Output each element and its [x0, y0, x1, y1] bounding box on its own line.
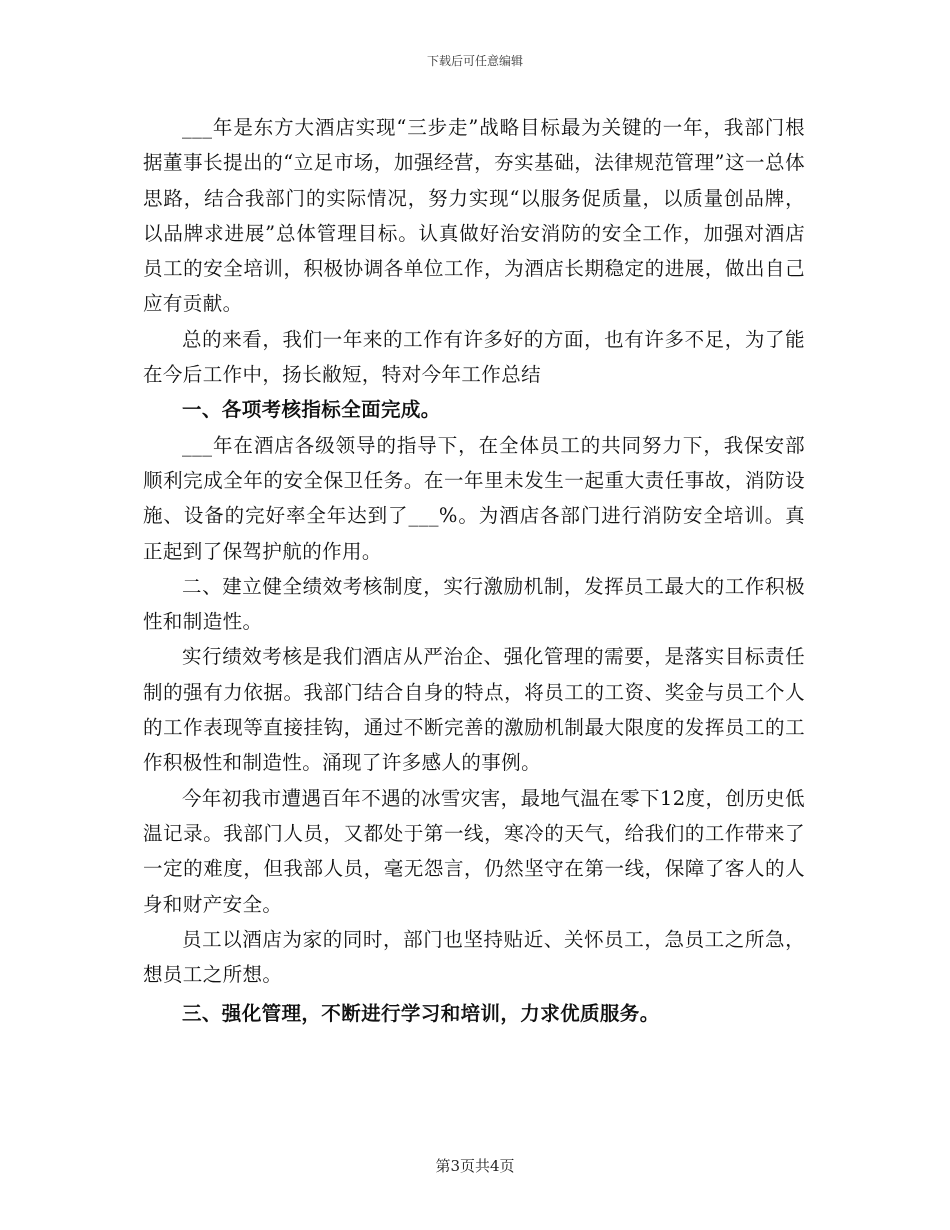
paragraph-section-2a: 实行绩效考核是我们酒店从严治企、强化管理的需要，是落实目标责任制的强有力依据。我部门结合自身的特点，将员工的工资、奖金与员工个人的工作表现等直接挂钩，通过不断完善的激励机制最大限度的发挥员工的工作积极性和制造性。涌现了许多感人的事例。	[143, 645, 805, 775]
paragraph-intro: ___年是东方大酒店实现“三步走”战略目标最为关键的一年，我部门根据董事长提出的“立足市场，加强经营，夯实基础，法律规范管理”这一总体思路，结合我部门的实际情况，努力实现“以服务促质量，以质量创品牌，以品牌求进展”总体管理目标。认真做好治安消防的安全工作，加强对酒店员工的安全培训，积极协调各单位工作，为酒店长期稳定的进展，做出自己应有贡献。	[143, 116, 805, 316]
paragraph-section-2b: 今年初我市遭遇百年不遇的冰雪灾害，最地气温在零下12度，创历史低温记录。我部门人员，又都处于第一线，寒冷的天气，给我们的工作带来了一定的难度，但我部人员，毫无怨言，仍然坚守在第一线，保障了客人的人身和财产安全。	[143, 786, 805, 916]
page-header-note: 下载后可任意编辑	[426, 54, 523, 68]
paragraph-section-1: ___年在酒店各级领导的指导下，在全体员工的共同努力下，我保安部顺利完成全年的安全保卫任务。在一年里未发生一起重大责任事故，消防设施、设备的完好率全年达到了___%。为酒店各部门进行消防安全培训。真正起到了保驾护航的作用。	[143, 433, 805, 563]
paragraph-overview: 总的来看，我们一年来的工作有许多好的方面，也有许多不足，为了能在今后工作中，扬长敝短，特对今年工作总结	[143, 327, 805, 387]
paragraph-section-2c: 员工以酒店为家的同时，部门也坚持贴近、关怀员工，急员工之所急，想员工之所想。	[143, 927, 805, 987]
section-heading-3: 三、强化管理，不断进行学习和培训，力求优质服务。	[182, 1002, 660, 1026]
document-body	[143, 110, 805, 1032]
page-number: 第3页共4页	[435, 1157, 515, 1175]
section-heading-1: 一、各项考核指标全面完成。	[182, 398, 441, 422]
section-heading-2: 二、建立健全绩效考核制度，实行激励机制，发挥员工最大的工作积极性和制造性。	[143, 574, 805, 634]
